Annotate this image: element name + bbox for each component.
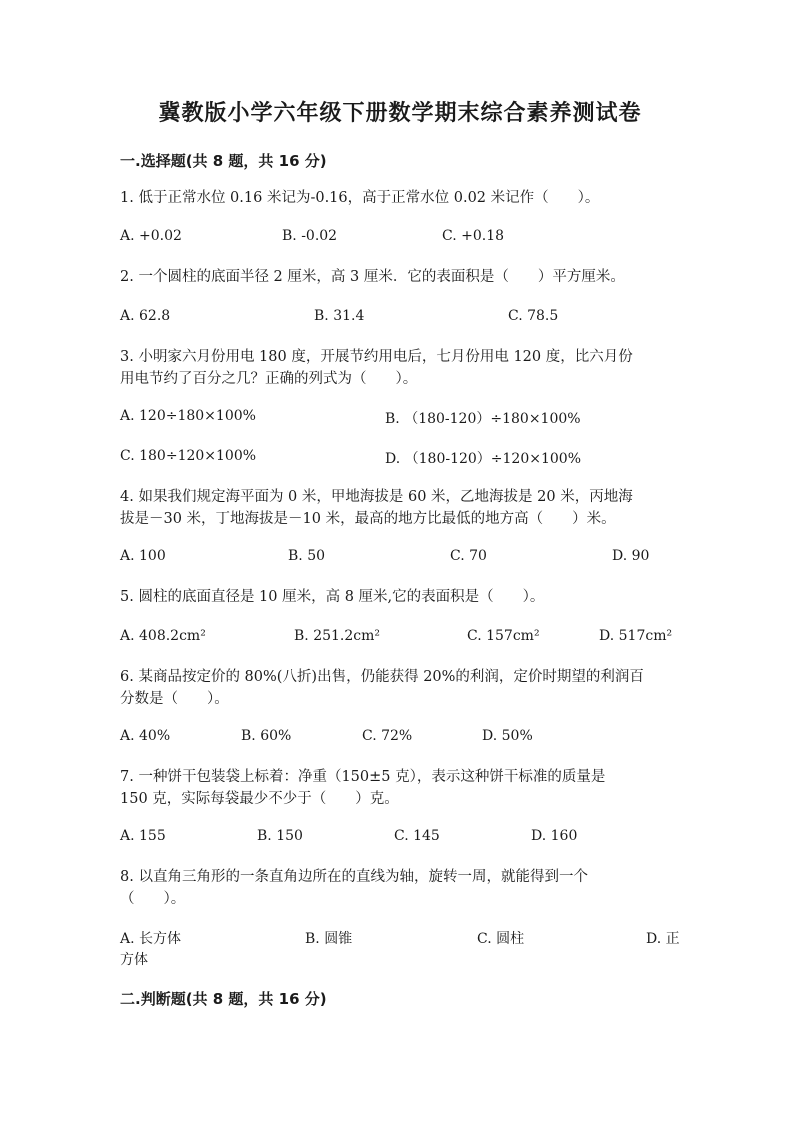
option-b[interactable]: B. 50 <box>288 548 326 564</box>
option-a[interactable]: A. 100 <box>120 548 166 564</box>
question-6-line-1: 6. 某商品按定价的 80%(八折)出售，仍能获得 20%的利润，定价时期望的利润百 <box>120 669 644 685</box>
question-7 <box>120 766 680 810</box>
question-6-options <box>120 728 680 750</box>
page-title: 冀教版小学六年级下册数学期末综合素养测试卷 <box>158 101 642 126</box>
option-b[interactable]: B. 251.2cm² <box>294 628 380 644</box>
section-heading-multiple-choice: 一.选择题(共 8 题，共 16 分) <box>120 152 327 170</box>
option-d[interactable]: D. 50% <box>482 728 533 744</box>
question-4-options <box>120 548 680 570</box>
question-3-line-1: 3. 小明家六月份用电 180 度，开展节约用电后，七月份用电 120 度，比六月份 <box>120 349 633 365</box>
option-a[interactable]: A. 155 <box>120 828 166 844</box>
question-3-options-row-2 <box>120 448 680 470</box>
question-5: 5. 圆柱的底面直径是 10 厘米，高 8 厘米,它的表面积是（ ）。 <box>120 589 545 605</box>
option-b[interactable]: B. 31.4 <box>314 308 365 324</box>
question-8-options <box>120 928 680 950</box>
option-c[interactable]: C. 145 <box>394 828 440 844</box>
question-4-line-1: 4. 如果我们规定海平面为 0 米，甲地海拔是 60 米，乙地海拔是 20 米，丙地海 <box>120 489 633 505</box>
option-b[interactable]: B. 150 <box>257 828 303 844</box>
question-3-options-row-1 <box>120 408 680 430</box>
question-1-options <box>120 228 680 250</box>
option-d[interactable]: D. （180-120）÷120×100% <box>385 451 582 467</box>
option-c[interactable]: C. 70 <box>450 548 487 564</box>
question-5-options <box>120 628 680 650</box>
option-d[interactable]: D. 90 <box>612 548 650 564</box>
question-4-line-2: 拔是－30 米，丁地海拔是－10 米，最高的地方比最低的地方高（ ）米。 <box>120 511 616 527</box>
option-c[interactable]: C. +0.18 <box>442 228 505 244</box>
question-7-options <box>120 828 680 850</box>
option-b[interactable]: B. （180-120）÷180×100% <box>385 411 581 427</box>
option-a[interactable]: A. 40% <box>120 728 171 744</box>
option-d[interactable]: D. 517cm² <box>599 628 673 644</box>
question-6 <box>120 666 680 710</box>
option-c[interactable]: C. 78.5 <box>508 308 559 324</box>
question-7-line-1: 7. 一种饼干包装袋上标着：净重（150±5 克），表示这种饼干标准的质量是 <box>120 769 606 785</box>
option-d-continuation: 方体 <box>120 952 148 968</box>
option-a[interactable]: A. 62.8 <box>120 308 171 324</box>
option-a[interactable]: A. 长方体 <box>120 931 182 947</box>
option-c[interactable]: C. 圆柱 <box>477 931 525 947</box>
question-6-line-2: 分数是（ ）。 <box>120 691 229 707</box>
option-a[interactable]: A. 408.2cm² <box>120 628 206 644</box>
question-7-line-2: 150 克，实际每袋最少不少于（ ）克。 <box>120 791 399 807</box>
question-8 <box>120 866 680 910</box>
option-b[interactable]: B. 圆锥 <box>305 931 353 947</box>
section-heading-true-false: 二.判断题(共 8 题，共 16 分) <box>120 990 327 1008</box>
option-a[interactable]: A. +0.02 <box>120 228 182 244</box>
question-8-line-1: 8. 以直角三角形的一条直角边所在的直线为轴，旋转一周，就能得到一个 <box>120 869 588 885</box>
option-d[interactable]: D. 正 <box>646 931 680 947</box>
option-c[interactable]: C. 157cm² <box>467 628 540 644</box>
option-c[interactable]: C. 180÷120×100% <box>120 448 257 464</box>
question-4 <box>120 486 680 530</box>
option-c[interactable]: C. 72% <box>362 728 413 744</box>
option-d[interactable]: D. 160 <box>531 828 578 844</box>
question-8-line-2: （ ）。 <box>120 891 186 907</box>
question-2-options <box>120 308 680 330</box>
option-a[interactable]: A. 120÷180×100% <box>120 408 256 424</box>
option-b[interactable]: B. -0.02 <box>282 228 338 244</box>
option-b[interactable]: B. 60% <box>241 728 292 744</box>
question-3 <box>120 346 680 390</box>
question-1: 1. 低于正常水位 0.16 米记为-0.16，高于正常水位 0.02 米记作（ ）。 <box>120 190 600 206</box>
question-3-line-2: 用电节约了百分之几？正确的列式为（ ）。 <box>120 371 418 387</box>
question-2: 2. 一个圆柱的底面半径 2 厘米，高 3 厘米．它的表面积是（ ）平方厘米。 <box>120 269 625 285</box>
